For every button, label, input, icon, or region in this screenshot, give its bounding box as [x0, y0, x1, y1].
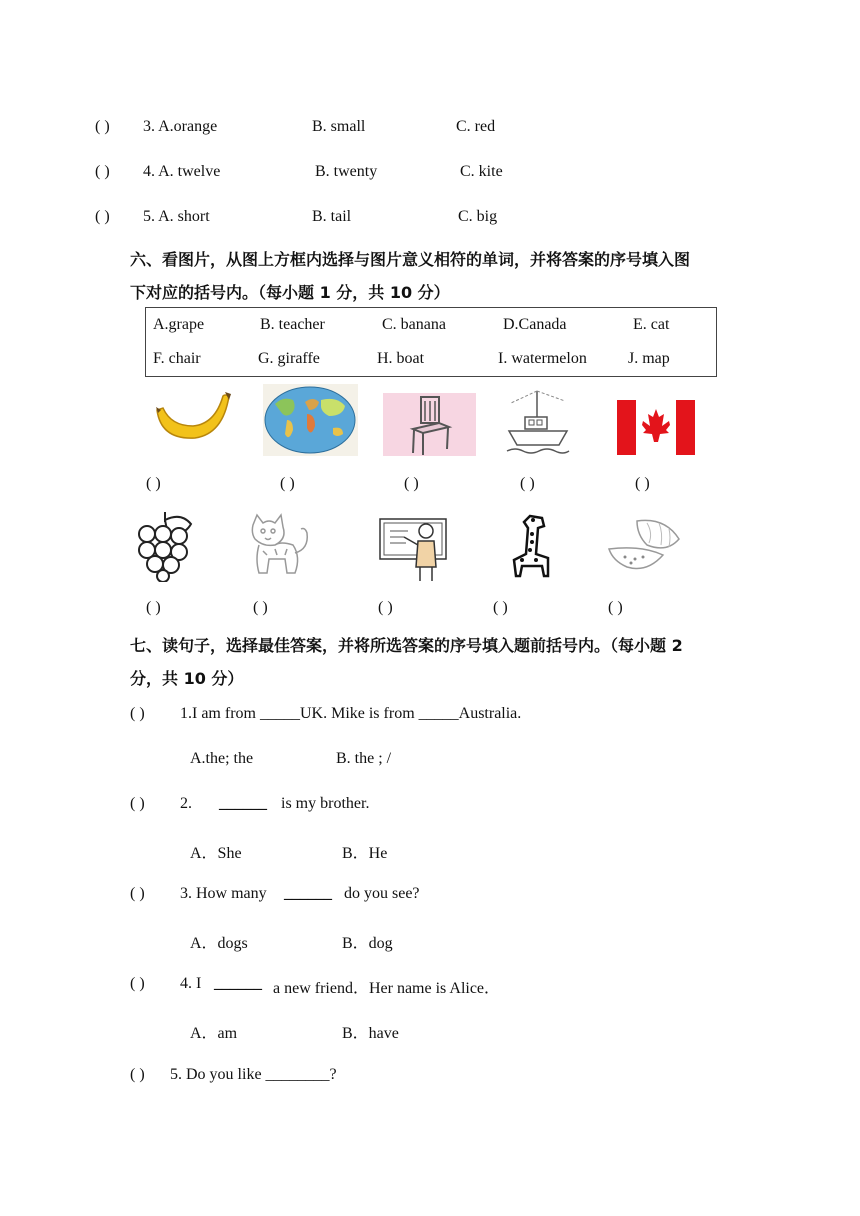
answer-paren[interactable]: ( ): [130, 705, 145, 722]
question-5-text: 5. Do you like ________?: [170, 1066, 337, 1083]
world-map-icon: [263, 384, 358, 456]
section7-title-line2: 分，共 10 分）: [130, 669, 244, 688]
option-a: A.the; the: [190, 750, 254, 767]
question-2-number: 2.: [180, 795, 192, 812]
answer-paren[interactable]: ( ): [130, 1066, 145, 1083]
option-c: C. kite: [460, 163, 503, 180]
option-b: B．dog: [342, 935, 393, 952]
banana-icon: [153, 390, 233, 445]
option-a: A．She: [190, 845, 242, 862]
option-a: 4. A. twelve: [143, 163, 221, 180]
word-option: G. giraffe: [258, 350, 320, 367]
question-3-rest: do you see?: [344, 885, 420, 902]
word-option: I. watermelon: [498, 350, 587, 367]
word-option: E. cat: [633, 316, 670, 333]
word-option: A.grape: [153, 316, 205, 333]
teacher-icon: [378, 515, 448, 583]
answer-paren[interactable]: ( ): [95, 118, 110, 135]
giraffe-icon: [500, 510, 555, 580]
question-2-text: is my brother.: [281, 795, 370, 812]
answer-paren[interactable]: ( ): [130, 975, 145, 992]
word-option: D.Canada: [503, 316, 567, 333]
answer-blank[interactable]: ( ): [635, 475, 650, 492]
option-b: B. the ; /: [336, 750, 392, 767]
question-3-blank[interactable]: ______: [284, 885, 332, 902]
watermelon-icon: [607, 515, 682, 575]
word-option: H. boat: [377, 350, 425, 367]
word-option: B. teacher: [260, 316, 325, 333]
cat-icon: [245, 513, 315, 578]
option-b: B. small: [312, 118, 366, 135]
option-c: C. big: [458, 208, 498, 225]
answer-blank[interactable]: ( ): [404, 475, 419, 492]
option-b: B. tail: [312, 208, 352, 225]
question-4-text: 4. I: [180, 975, 202, 992]
answer-blank[interactable]: ( ): [608, 599, 623, 616]
section6-title-line2: 下对应的括号内。（每小题 1 分，共 10 分）: [130, 283, 450, 302]
answer-paren[interactable]: ( ): [95, 163, 110, 180]
question-4-blank[interactable]: ______: [214, 975, 262, 992]
answer-paren[interactable]: ( ): [130, 795, 145, 812]
option-a: 3. A.orange: [143, 118, 218, 135]
answer-paren[interactable]: ( ): [130, 885, 145, 902]
grape-icon: [135, 510, 195, 582]
option-a: A．dogs: [190, 935, 248, 952]
option-b: B．have: [342, 1025, 399, 1042]
answer-blank[interactable]: ( ): [253, 599, 268, 616]
question-1-text: 1.I am from _____UK. Mike is from _____Australia.: [180, 705, 522, 722]
section6-title-line1: 六、看图片，从图上方框内选择与图片意义相符的单词，并将答案的序号填入图: [130, 250, 691, 269]
question-4-rest: a new friend．Her name is Alice．: [273, 980, 501, 997]
question-2-blank[interactable]: ______: [219, 795, 267, 812]
answer-blank[interactable]: ( ): [146, 475, 161, 492]
section7-title-line1: 七、读句子，选择最佳答案，并将所选答案的序号填入题前括号内。（每小题 2: [130, 636, 683, 655]
chair-icon: [383, 393, 476, 456]
answer-blank[interactable]: ( ): [493, 599, 508, 616]
answer-paren[interactable]: ( ): [95, 208, 110, 225]
option-b: B．He: [342, 845, 388, 862]
answer-blank[interactable]: ( ): [146, 599, 161, 616]
question-3-text: 3. How many: [180, 885, 267, 902]
option-a: 5. A. short: [143, 208, 210, 225]
answer-blank[interactable]: ( ): [520, 475, 535, 492]
answer-blank[interactable]: ( ): [280, 475, 295, 492]
option-c: C. red: [456, 118, 496, 135]
word-option: J. map: [628, 350, 670, 367]
answer-blank[interactable]: ( ): [378, 599, 393, 616]
word-option: C. banana: [382, 316, 446, 333]
canada-flag-icon: [617, 400, 695, 455]
option-b: B. twenty: [315, 163, 378, 180]
word-option: F. chair: [153, 350, 201, 367]
boat-icon: [505, 387, 570, 457]
option-a: A．am: [190, 1025, 238, 1042]
